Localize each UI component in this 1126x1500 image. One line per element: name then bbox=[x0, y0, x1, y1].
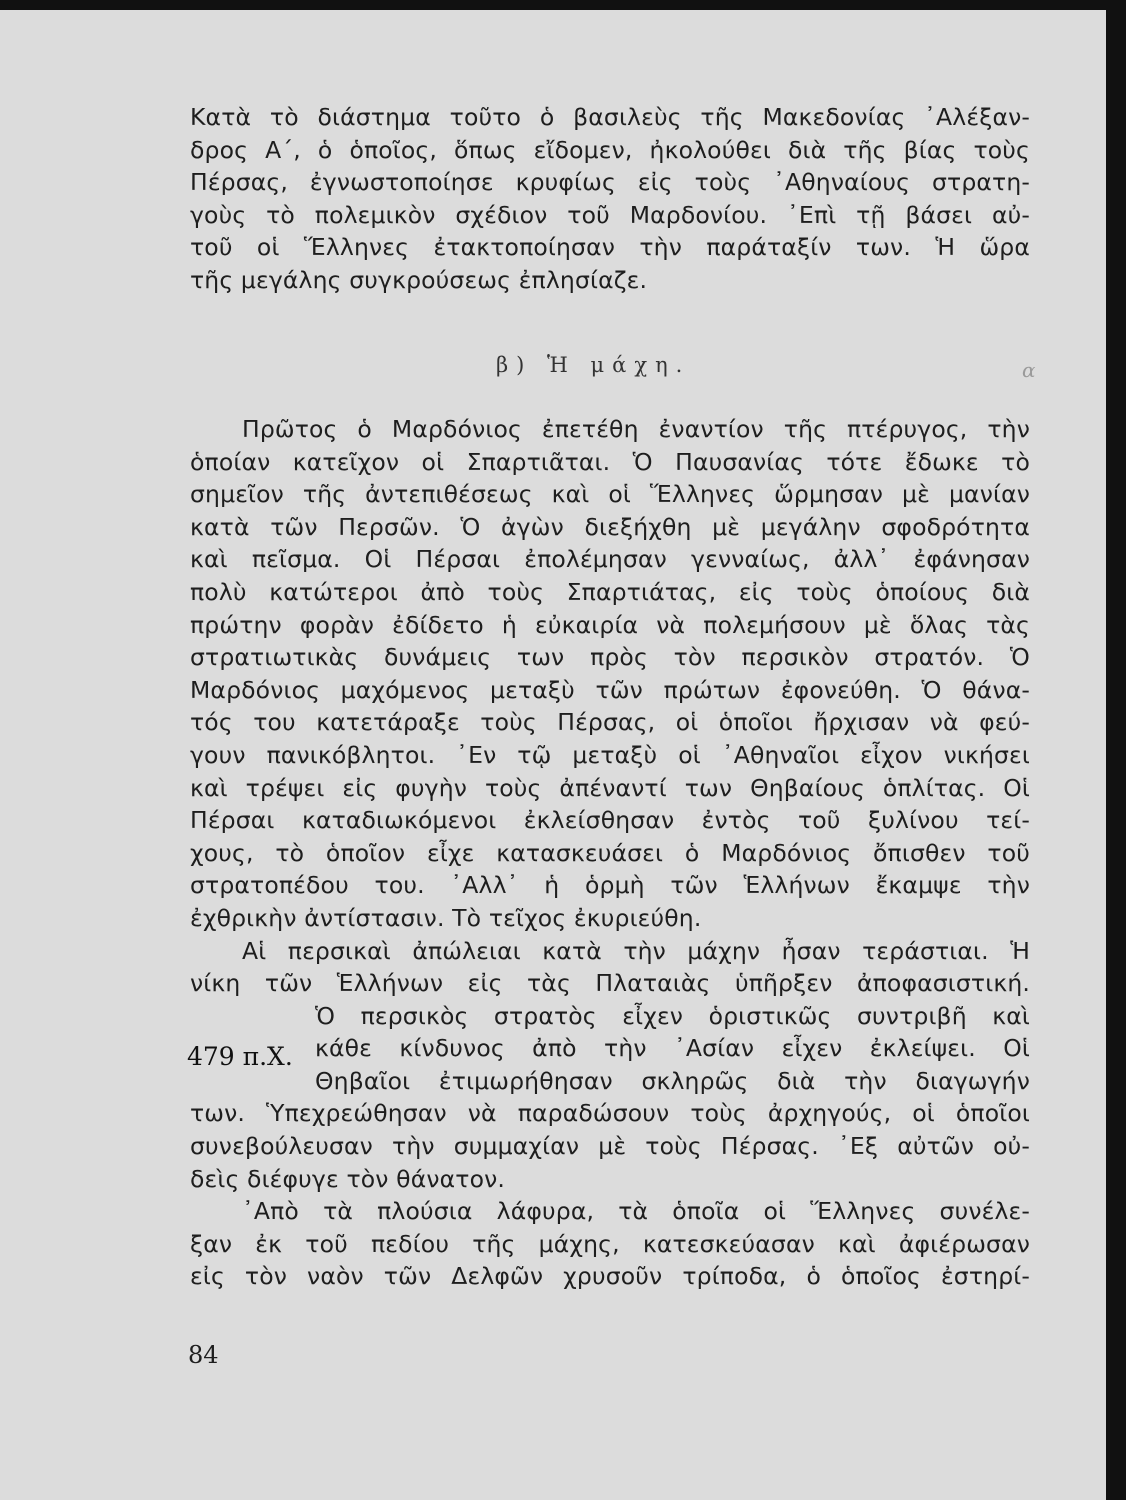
scan-edge-right bbox=[1106, 0, 1126, 1500]
text-line: τός του κατετάραξε τοὺς Πέρσας, οἱ ὁποῖοι ἤρχισαν νὰ φεύ- bbox=[190, 708, 1030, 737]
text-line: Πρῶτος ὁ Μαρδόνιος ἐπετέθη ἐναντίον τῆς πτέρυγος, τὴν bbox=[242, 415, 1030, 443]
text-line: Πέρσαι καταδιωκόμενοι ἐκλείσθησαν ἐντὸς τοῦ ξυλίνου τεί- bbox=[190, 806, 1030, 835]
text-line: πρώτην φορὰν ἐδίδετο ἡ εὐκαιρία νὰ πολεμήσουν μὲ ὅλας τὰς bbox=[190, 610, 1030, 639]
text-line: κατὰ τῶν Περσῶν. Ὁ ἀγὼν διεξήχθη μὲ μεγάλην σφοδρότητα bbox=[190, 512, 1030, 541]
text-line: συνεβούλευσαν τὴν συμμαχίαν μὲ τοὺς Πέρσας. ᾿Εξ αὐτῶν οὐ- bbox=[190, 1132, 1030, 1161]
marginal-date: 479 π.Χ. bbox=[187, 1042, 293, 1071]
text-line: πολὺ κατώτεροι ἀπὸ τοὺς Σπαρτιάτας, εἰς τοὺς ὁποίους διὰ bbox=[190, 577, 1030, 606]
text-line: κάθε κίνδυνος ἀπὸ τὴν ᾿Ασίαν εἶχεν ἐκλείψει. Οἱ bbox=[315, 1034, 1030, 1063]
scan-edge-top bbox=[0, 0, 1126, 10]
text-line: νίκη τῶν Ἑλλήνων εἰς τὰς Πλαταιὰς ὑπῆρξεν ἀποφασιστική. bbox=[190, 969, 1030, 998]
text-line: σημεῖον τῆς ἀντεπιθέσεως καὶ οἱ Ἕλληνες ὥρμησαν μὲ μανίαν bbox=[190, 480, 1030, 509]
text-line: γοὺς τὸ πολεμικὸν σχέδιον τοῦ Μαρδονίου. ᾿Επὶ τῇ βάσει αὐ- bbox=[190, 200, 1030, 229]
text-line: εἰς τὸν ναὸν τῶν Δελφῶν χρυσοῦν τρίποδα, ὁ ὁποῖος ἐστηρί- bbox=[190, 1262, 1030, 1291]
stray-mark: α bbox=[1022, 358, 1036, 382]
text-line: στρατιωτικὰς δυνάμεις των πρὸς τὸν περσικὸν στρατόν. Ὁ bbox=[190, 643, 1030, 672]
text-line: Θηβαῖοι ἐτιμωρήθησαν σκληρῶς διὰ τὴν διαγωγήν bbox=[315, 1066, 1030, 1095]
text-line: Ὁ περσικὸς στρατὸς εἶχεν ὁριστικῶς συντριβῆ καὶ bbox=[315, 1001, 1030, 1030]
text-line: Κατὰ τὸ διάστημα τοῦτο ὁ βασιλεὺς τῆς Μακεδονίας ᾿Αλέξαν- bbox=[190, 103, 1030, 131]
text-line: ξαν ἐκ τοῦ πεδίου τῆς μάχης, κατεσκεύασαν καὶ ἀφιέρωσαν bbox=[190, 1229, 1030, 1258]
text-line: Αἱ περσικαὶ ἀπώλειαι κατὰ τὴν μάχην ἦσαν τεράστιαι. Ἡ bbox=[242, 936, 1030, 965]
text-line: ἐχθρικὴν ἀντίστασιν. Τὸ τεῖχος ἐκυριεύθη. bbox=[190, 903, 702, 932]
text-line: Πέρσας, ἐγνωστοποίησε κρυφίως εἰς τοὺς ᾿Αθηναίους στρατη- bbox=[190, 168, 1030, 197]
text-line: χους, τὸ ὁποῖον εἶχε κατασκευάσει ὁ Μαρδόνιος ὄπισθεν τοῦ bbox=[190, 838, 1030, 867]
text-line: γουν πανικόβλητοι. ᾿Εν τῷ μεταξὺ οἱ ᾿Αθηναῖοι εἶχον νικήσει bbox=[190, 740, 1030, 769]
battle-paragraph bbox=[190, 413, 1030, 1293]
text-line: καὶ πεῖσμα. Οἱ Πέρσαι ἐπολέμησαν γενναίως, ἀλλ᾿ ἐφάνησαν bbox=[190, 545, 1030, 574]
text-line: των. Ὑπεχρεώθησαν νὰ παραδώσουν τοὺς ἀρχηγούς, οἱ ὁποῖοι bbox=[190, 1099, 1030, 1128]
text-line: ὁποίαν κατεῖχον οἱ Σπαρτιᾶται. Ὁ Παυσανίας τότε ἔδωκε τὸ bbox=[190, 447, 1030, 476]
text-line: καὶ τρέψει εἰς φυγὴν τοὺς ἀπέναντί των Θηβαίους ὁπλίτας. Οἱ bbox=[190, 773, 1030, 802]
text-line: δεὶς διέφυγε τὸν θάνατον. bbox=[190, 1164, 505, 1193]
text-line: στρατοπέδου του. ᾿Αλλ᾿ ἡ ὁρμὴ τῶν Ἑλλήνων ἔκαμψε τὴν bbox=[190, 871, 1030, 900]
section-heading: β) Ἡ μάχη. bbox=[496, 353, 691, 377]
text-line: δρος Α΄, ὁ ὁποῖος, ὅπως εἴδομεν, ἠκολούθει διὰ τῆς βίας τοὺς bbox=[190, 135, 1030, 164]
intro-paragraph bbox=[190, 101, 1030, 297]
text-line: τοῦ οἱ Ἕλληνες ἐτακτοποίησαν τὴν παράταξίν των. Ἡ ὥρα bbox=[190, 233, 1030, 262]
text-line: Μαρδόνιος μαχόμενος μεταξὺ τῶν πρώτων ἐφονεύθη. Ὁ θάνα- bbox=[190, 675, 1030, 704]
text-line: τῆς μεγάλης συγκρούσεως ἐπλησίαζε. bbox=[190, 265, 648, 294]
text-line: ᾿Απὸ τὰ πλούσια λάφυρα, τὰ ὁποῖα οἱ Ἕλληνες συνέλε- bbox=[242, 1197, 1030, 1226]
page-number: 84 bbox=[188, 1341, 219, 1369]
